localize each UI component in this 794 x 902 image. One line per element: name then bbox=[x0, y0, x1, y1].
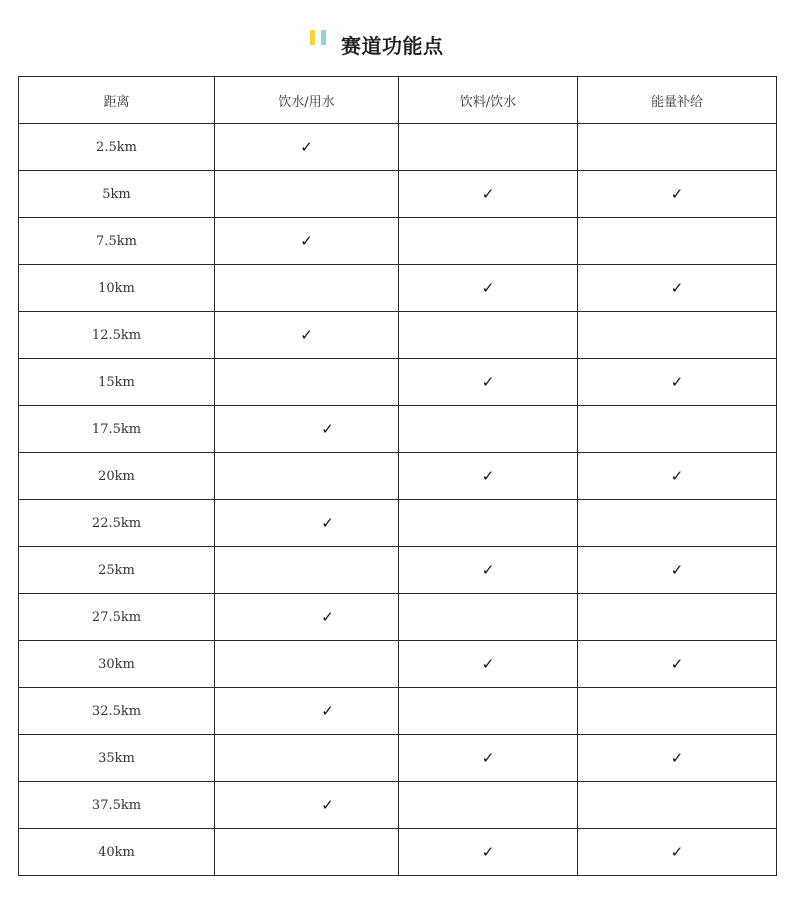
page-header bbox=[0, 30, 794, 64]
drink-cell bbox=[399, 500, 578, 547]
header-distance: 距离 bbox=[19, 77, 215, 124]
check-icon: ✓ bbox=[481, 373, 495, 391]
distance-cell: 27.5km bbox=[19, 594, 215, 641]
drink-cell bbox=[399, 265, 578, 312]
energy-cell bbox=[578, 735, 777, 782]
table-row bbox=[19, 641, 777, 688]
table-row bbox=[19, 453, 777, 500]
energy-cell bbox=[578, 782, 777, 829]
check-icon: ✓ bbox=[481, 655, 495, 673]
water-cell bbox=[215, 782, 399, 829]
table-row bbox=[19, 500, 777, 547]
table-row bbox=[19, 547, 777, 594]
check-icon: ✓ bbox=[300, 232, 313, 250]
table-row bbox=[19, 594, 777, 641]
page-title: 赛道功能点 bbox=[341, 34, 444, 58]
distance-cell: 37.5km bbox=[19, 782, 215, 829]
table-row bbox=[19, 406, 777, 453]
table-row bbox=[19, 171, 777, 218]
table-row bbox=[19, 782, 777, 829]
check-icon: ✓ bbox=[670, 655, 684, 673]
energy-cell bbox=[578, 218, 777, 265]
energy-cell bbox=[578, 406, 777, 453]
energy-cell bbox=[578, 453, 777, 500]
table-row bbox=[19, 312, 777, 359]
distance-cell: 20km bbox=[19, 453, 215, 500]
course-function-table bbox=[18, 76, 777, 876]
water-cell bbox=[215, 312, 399, 359]
water-cell bbox=[215, 547, 399, 594]
energy-cell bbox=[578, 594, 777, 641]
header-drink: 饮料/饮水 bbox=[399, 77, 578, 124]
table-row bbox=[19, 735, 777, 782]
water-cell bbox=[215, 641, 399, 688]
table-row bbox=[19, 688, 777, 735]
drink-cell bbox=[399, 312, 578, 359]
water-cell bbox=[215, 829, 399, 876]
drink-cell bbox=[399, 171, 578, 218]
drink-cell bbox=[399, 829, 578, 876]
drink-cell bbox=[399, 547, 578, 594]
check-icon: ✓ bbox=[670, 749, 684, 767]
water-cell bbox=[215, 171, 399, 218]
water-cell bbox=[215, 359, 399, 406]
energy-cell bbox=[578, 265, 777, 312]
table-row bbox=[19, 829, 777, 876]
distance-cell: 2.5km bbox=[19, 124, 215, 171]
distance-cell: 15km bbox=[19, 359, 215, 406]
distance-cell: 35km bbox=[19, 735, 215, 782]
drink-cell bbox=[399, 124, 578, 171]
drink-cell bbox=[399, 406, 578, 453]
distance-cell: 7.5km bbox=[19, 218, 215, 265]
energy-cell bbox=[578, 124, 777, 171]
check-icon: ✓ bbox=[321, 608, 334, 626]
distance-cell: 40km bbox=[19, 829, 215, 876]
distance-cell: 30km bbox=[19, 641, 215, 688]
check-icon: ✓ bbox=[300, 138, 313, 156]
energy-cell bbox=[578, 688, 777, 735]
water-cell bbox=[215, 124, 399, 171]
accent-bar-yellow bbox=[310, 30, 315, 45]
water-cell bbox=[215, 688, 399, 735]
drink-cell bbox=[399, 453, 578, 500]
check-icon: ✓ bbox=[321, 514, 334, 532]
distance-cell: 32.5km bbox=[19, 688, 215, 735]
energy-cell bbox=[578, 500, 777, 547]
drink-cell bbox=[399, 735, 578, 782]
water-cell bbox=[215, 218, 399, 265]
energy-cell bbox=[578, 547, 777, 594]
drink-cell bbox=[399, 688, 578, 735]
check-icon: ✓ bbox=[670, 561, 684, 579]
water-cell bbox=[215, 500, 399, 547]
drink-cell bbox=[399, 782, 578, 829]
check-icon: ✓ bbox=[481, 843, 495, 861]
header-water: 饮水/用水 bbox=[215, 77, 399, 124]
check-icon: ✓ bbox=[670, 843, 684, 861]
energy-cell bbox=[578, 171, 777, 218]
check-icon: ✓ bbox=[481, 467, 495, 485]
check-icon: ✓ bbox=[321, 796, 334, 814]
distance-cell: 12.5km bbox=[19, 312, 215, 359]
energy-cell bbox=[578, 359, 777, 406]
distance-cell: 25km bbox=[19, 547, 215, 594]
check-icon: ✓ bbox=[300, 326, 313, 344]
table-header-row bbox=[19, 77, 777, 124]
water-cell bbox=[215, 735, 399, 782]
table-row bbox=[19, 265, 777, 312]
check-icon: ✓ bbox=[670, 185, 684, 203]
table-row bbox=[19, 124, 777, 171]
check-icon: ✓ bbox=[481, 185, 495, 203]
accent-bar-cyan bbox=[321, 30, 326, 45]
check-icon: ✓ bbox=[481, 749, 495, 767]
water-cell bbox=[215, 406, 399, 453]
table-row bbox=[19, 359, 777, 406]
drink-cell bbox=[399, 359, 578, 406]
table-row bbox=[19, 218, 777, 265]
water-cell bbox=[215, 594, 399, 641]
check-icon: ✓ bbox=[321, 702, 334, 720]
water-cell bbox=[215, 453, 399, 500]
check-icon: ✓ bbox=[481, 561, 495, 579]
table-body bbox=[19, 124, 777, 876]
distance-cell: 22.5km bbox=[19, 500, 215, 547]
header-energy: 能量补给 bbox=[578, 77, 777, 124]
drink-cell bbox=[399, 641, 578, 688]
drink-cell bbox=[399, 594, 578, 641]
distance-cell: 17.5km bbox=[19, 406, 215, 453]
check-icon: ✓ bbox=[321, 420, 334, 438]
check-icon: ✓ bbox=[670, 467, 684, 485]
title-accent-icon bbox=[310, 30, 328, 46]
check-icon: ✓ bbox=[670, 373, 684, 391]
energy-cell bbox=[578, 312, 777, 359]
energy-cell bbox=[578, 641, 777, 688]
check-icon: ✓ bbox=[670, 279, 684, 297]
distance-cell: 5km bbox=[19, 171, 215, 218]
distance-cell: 10km bbox=[19, 265, 215, 312]
water-cell bbox=[215, 265, 399, 312]
check-icon: ✓ bbox=[481, 279, 495, 297]
energy-cell bbox=[578, 829, 777, 876]
drink-cell bbox=[399, 218, 578, 265]
